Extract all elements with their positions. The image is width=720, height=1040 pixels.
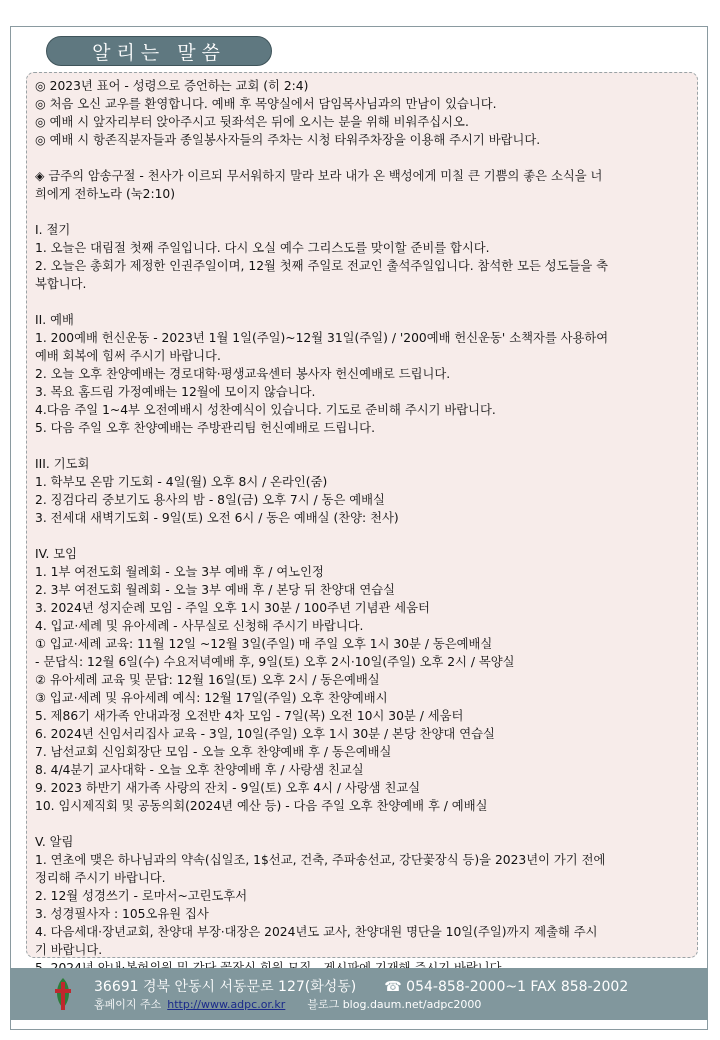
section-line: 4. 다음세대·장년교회, 찬양대 부장·대장은 2024년도 교사, 찬양대원 명단을 10일(주일)까지 제출해 주시 [35,925,598,939]
section-line: 3. 목요 홈드림 가정예배는 12월에 모이지 않습니다. [35,385,316,399]
section-line: - 문답식: 12월 6일(수) 수요저녁예배 후, 9일(토) 오후 2시·10일(주일) 오후 2시 / 목양실 [35,655,515,669]
section-line: 2. 오늘은 총회가 제정한 인권주일이며, 12월 첫째 주일로 전교인 출석주일입니다. 참석한 모든 성도들을 축 [35,259,609,273]
section-line: 9. 2023 하반기 새가족 사랑의 잔치 - 9일(토) 오후 4시 / 사랑샘 친교실 [35,781,421,795]
site-line [94,996,481,1012]
section-line: 4.다음 주일 1~4부 오전예배시 성찬예식이 있습니다. 기도로 준비해 주시기 바랍니다. [35,403,496,417]
address: 36691 경북 안동시 서동문로 127(화성동) [94,979,357,995]
footer [10,968,708,1020]
section-line: 7. 남선교회 신임회장단 모임 - 오늘 오후 찬양예배 후 / 동은예배실 [35,745,392,759]
homepage-link[interactable]: http://www.adpc.or.kr [167,998,286,1011]
page-title: 알리는 말씀 [46,36,272,66]
section-line: 기 바랍니다. [35,943,103,957]
memory-verse-line: 희에게 전하노라 (눅2:10) [35,187,176,201]
section-line: 1. 오늘은 대림절 첫째 주일입니다. 다시 오실 예수 그리스도를 맞이할 준비를 합시다. [35,241,490,255]
section-title: I. 절기 [35,223,71,237]
section-line: ③ 입교·세례 및 유아세례 예식: 12월 17일(주일) 오후 찬양예배시 [35,691,388,705]
section-line: 10. 임시제직회 및 공동의회(2024년 예산 등) - 다음 주일 오후 찬양예배 후 / 예배실 [35,799,488,813]
section-line: 5. 제86기 새가족 안내과정 오전반 4차 모임 - 7일(목) 오전 10시 30분 / 세움터 [35,709,464,723]
section-line: 3. 전세대 새벽기도회 - 9일(토) 오전 6시 / 동은 예배실 (찬양: 천사) [35,511,399,525]
section-title: V. 알림 [35,835,74,849]
section-title: III. 기도회 [35,457,90,471]
section-line: 1. 학부모 온맘 기도회 - 4일(월) 오후 8시 / 온라인(줌) [35,475,328,489]
intro-line: ◎ 예배 시 앞자리부터 앉아주시고 뒷좌석은 뒤에 오시는 분을 위해 비워주십시오. [35,115,469,129]
notice-box [26,72,698,958]
intro-line: ◎ 2023년 표어 - 성령으로 증언하는 교회 (히 2:4) [35,79,309,93]
blog-address: 블로그 blog.daum.net/adpc2000 [307,998,482,1011]
section-line: ① 입교·세례 교육: 11월 12일 ~12월 3일(주일) 매 주일 오후 1시 30분 / 동은예배실 [35,637,493,651]
section-line: 예배 회복에 힘써 주시기 바랍니다. [35,349,221,363]
memory-verse-line: ◈ 금주의 암송구절 - 천사가 이르되 무서워하지 말라 보라 내가 온 백성에게 미칠 큰 기쁨의 좋은 소식을 너 [35,169,603,183]
church-cross-logo-icon [50,976,76,1012]
section-line: 6. 2024년 신임서리집사 교육 - 3일, 10일(주일) 오후 1시 30분 / 본당 찬양대 연습실 [35,727,495,741]
section-line: 정리해 주시기 바랍니다. [35,871,166,885]
address-line [94,976,628,996]
intro-line: ◎ 예배 시 항존직분자들과 종일봉사자들의 주차는 시청 타워주차장을 이용해 주시기 바랍니다. [35,133,541,147]
section-line: 2. 12월 성경쓰기 - 로마서~고린도후서 [35,889,248,903]
section-line: ② 유아세례 교육 및 문답: 12월 16일(토) 오후 2시 / 동은예배실 [35,673,380,687]
section-line: 3. 2024년 성지순례 모임 - 주일 오후 1시 30분 / 100주년 기념관 세움터 [35,601,430,615]
section-line: 1. 연초에 맺은 하나님과의 약속(십일조, 1$선교, 건축, 주파송선교, 강단꽃장식 등)을 2023년이 가기 전에 [35,853,606,867]
section-line: 2. 징검다리 중보기도 용사의 밤 - 8일(금) 오후 7시 / 동은 예배실 [35,493,385,507]
section-title: II. 예배 [35,313,74,327]
section-line: 1. 1부 여전도회 월례회 - 오늘 3부 예배 후 / 여노인정 [35,565,324,579]
section-line: 3. 성경필사자 : 105오유원 집사 [35,907,209,921]
section-line: 2. 오늘 오후 찬양예배는 경로대학·평생교육센터 봉사자 헌신예배로 드립니다. [35,367,451,381]
section-line: 5. 다음 주일 오후 찬양예배는 주방관리팀 헌신예배로 드립니다. [35,421,375,435]
phone-fax: ☎ 054-858-2000~1 FAX 858-2002 [384,979,629,995]
section-line: 4. 입교·세례 및 유아세례 - 사무실로 신청해 주시기 바랍니다. [35,619,364,633]
section-line: 복합니다. [35,277,87,291]
section-title: IV. 모임 [35,547,78,561]
section-line: 2. 3부 여전도회 월례회 - 오늘 3부 예배 후 / 본당 뒤 찬양대 연습실 [35,583,395,597]
intro-line: ◎ 처음 오신 교우를 환영합니다. 예배 후 목양실에서 담임목사님과의 만남이 있습니다. [35,97,497,111]
homepage-label: 홈페이지 주소 [94,998,162,1011]
section-line: 1. 200예배 헌신운동 - 2023년 1월 1일(주일)~12월 31일(주일) / '200예배 헌신운동' 소책자를 사용하여 [35,331,609,345]
section-line: 8. 4/4분기 교사대학 - 오늘 오후 찬양예배 후 / 사랑샘 친교실 [35,763,364,777]
